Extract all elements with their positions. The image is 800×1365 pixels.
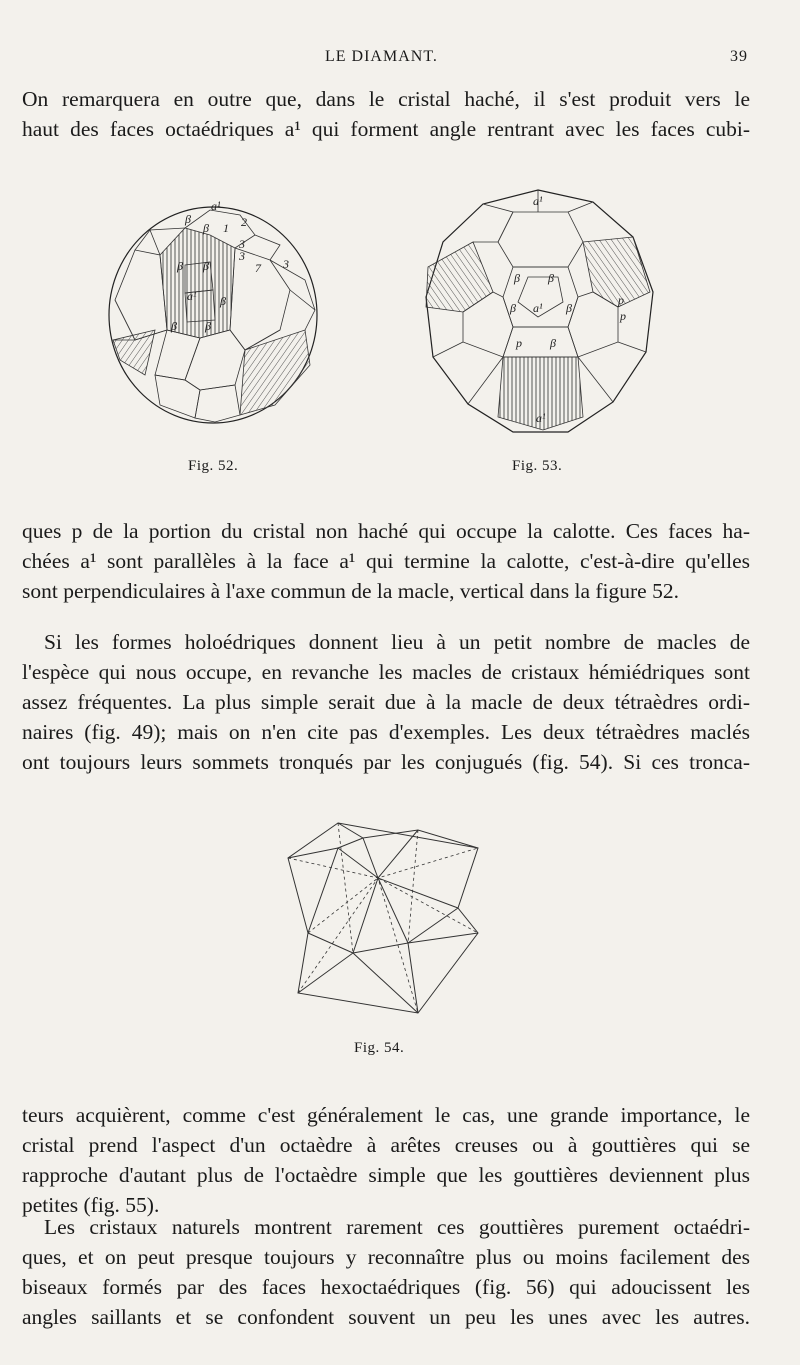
figure-label: a¹ <box>533 194 543 208</box>
page-number: 39 <box>730 48 748 65</box>
paragraph-5 <box>22 1212 750 1332</box>
paragraph-3 <box>22 627 750 777</box>
figure-label: a¹ <box>536 411 546 425</box>
text-line: petites (fig. 55). <box>22 1193 160 1217</box>
crystal-drawing-53 <box>418 182 663 442</box>
text-line: chées a¹ sont parallèles à la face a¹ qui termine la calotte, c'est-à-dire qu'elles <box>22 549 750 573</box>
figure-label: β <box>203 259 209 273</box>
figure-label: a¹ <box>187 289 197 303</box>
figure-label: p <box>620 309 626 323</box>
figure-label: 2 <box>241 215 247 229</box>
text-line: l'espèce qui nous occupe, en revanche les macles de cristaux hémiédriques sont <box>22 660 750 684</box>
figure-label: 3 <box>283 257 289 271</box>
figure-label: 3 <box>239 249 245 263</box>
figure-label: β <box>177 259 183 273</box>
text-line: teurs acquièrent, comme c'est généralement le cas, une grande importance, le <box>22 1103 750 1127</box>
text-line: cristal prend l'aspect d'un octaèdre à arêtes creuses ou à gouttières qui se <box>22 1133 750 1157</box>
figure-label: β <box>550 336 556 350</box>
figure-label: β <box>566 301 572 315</box>
crystal-drawing-52 <box>105 190 320 430</box>
figure-53 <box>418 182 663 442</box>
paragraph-4 <box>22 1100 750 1220</box>
paragraph-1 <box>22 84 750 144</box>
figure-label: p <box>618 293 624 307</box>
figure-52-caption: Fig. 52. <box>188 458 239 474</box>
figure-label: β <box>514 271 520 285</box>
text-line: ques p de la portion du cristal non haché qui occupe la calotte. Ces faces ha- <box>22 519 750 543</box>
figure-52 <box>105 190 320 430</box>
figure-54-caption: Fig. 54. <box>354 1040 405 1056</box>
paragraph-2 <box>22 516 750 606</box>
text-line: On remarquera en outre que, dans le cristal haché, il s'est produit vers le <box>22 87 750 111</box>
text-line: ont toujours leurs sommets tronqués par les conjugués (fig. 54). Si ces tronca- <box>22 750 750 774</box>
figure-label: β <box>171 319 177 333</box>
running-head <box>0 48 800 70</box>
text-line: haut des faces octaédriques a¹ qui forment angle rentrant avec les faces cubi- <box>22 117 750 141</box>
figure-label: β <box>220 294 226 308</box>
text-line: Les cristaux naturels montrent rarement ces gouttières purement octaédri- <box>44 1215 750 1239</box>
text-line: naires (fig. 49); mais on n'en cite pas d'exemples. Les deux tétraèdres maclés <box>22 720 750 744</box>
text-line: biseaux formés par des faces hexoctaédriques (fig. 56) qui adoucissent les <box>22 1275 750 1299</box>
figure-label: a¹ <box>211 199 221 213</box>
figure-label: β <box>548 271 554 285</box>
text-line: angles saillants et se confondent souvent un peu les unes avec les autres. <box>22 1305 750 1329</box>
text-line: Si les formes holoédriques donnent lieu à un petit nombre de macles de <box>44 630 750 654</box>
text-line: sont perpendiculaires à l'axe commun de la macle, vertical dans la figure 52. <box>22 579 679 603</box>
figure-label: 7 <box>255 261 261 275</box>
text-line: rapproche d'autant plus de l'octaèdre simple que les gouttières deviennent plus <box>22 1163 750 1187</box>
figure-label: 3 <box>239 237 245 251</box>
text-line: assez fréquentes. La plus simple serait due à la macle de deux tétraèdres ordi- <box>22 690 750 714</box>
figure-label: β <box>510 301 516 315</box>
crystal-drawing-54 <box>278 818 488 1023</box>
text-line: ques, et on peut presque toujours y reconnaître plus ou moins facilement des <box>22 1245 750 1269</box>
figure-53-caption: Fig. 53. <box>512 458 563 474</box>
figure-label: p <box>516 336 522 350</box>
figure-label: β <box>203 221 209 235</box>
running-title: LE DIAMANT. <box>325 48 438 65</box>
figure-label: β <box>185 212 191 226</box>
figure-label: 1 <box>223 221 229 235</box>
figure-54 <box>278 818 488 1023</box>
figure-label: β <box>205 319 211 333</box>
figure-label: a¹ <box>533 301 543 315</box>
